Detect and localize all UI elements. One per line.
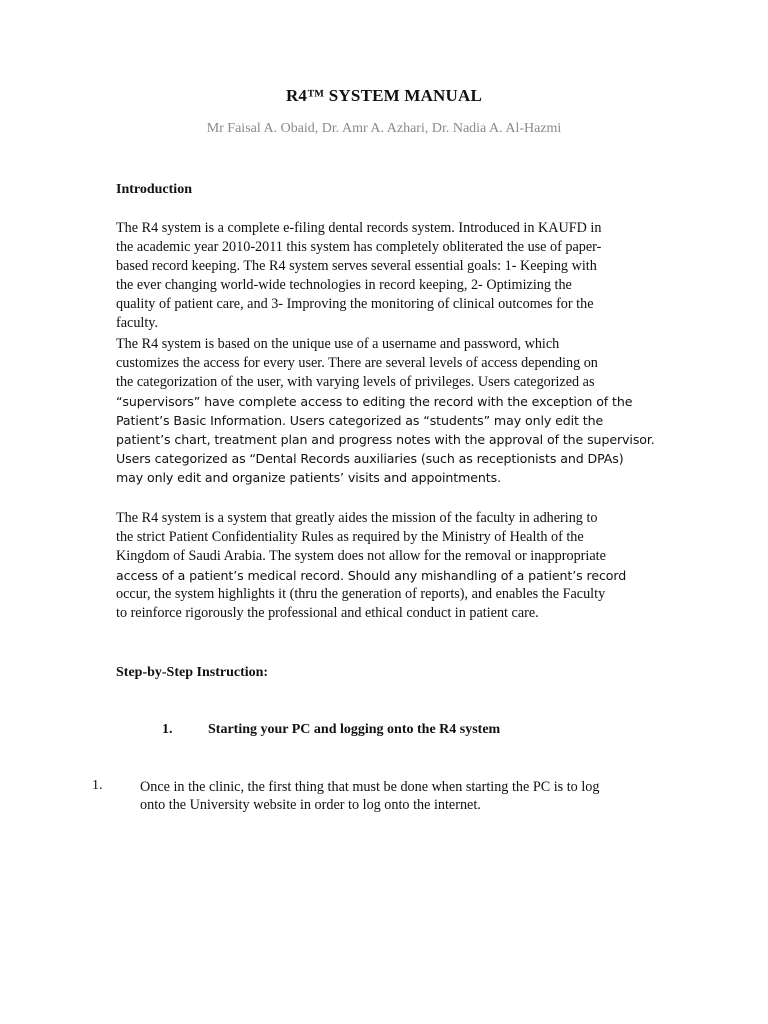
paragraph-line: “supervisors” have complete access to editing the record with the exception of the xyxy=(116,394,633,409)
paragraph-line: the ever changing world-wide technologies in record keeping, 2- Optimizing the xyxy=(116,277,572,293)
list-item-line: onto the University website in order to log onto the internet. xyxy=(140,797,481,813)
paragraph-line: Users categorized as “Dental Records auxiliaries (such as receptionists and DPAs) xyxy=(116,451,624,466)
paragraph-line: the strict Patient Confidentiality Rules as required by the Ministry of Health of the xyxy=(116,529,584,545)
paragraph-line: Patient’s Basic Information. Users categorized as “students” may only edit the xyxy=(116,413,604,428)
paragraph-line: The R4 system is a system that greatly aides the mission of the faculty in adhering to xyxy=(116,510,598,526)
list-item-number: 1. xyxy=(92,778,103,793)
paragraph-line: quality of patient care, and 3- Improving the monitoring of clinical outcomes for the xyxy=(116,296,594,312)
paragraph-line: The R4 system is based on the unique use of a username and password, which xyxy=(116,336,560,352)
introduction-heading: Introduction xyxy=(116,182,192,197)
paragraph-line: occur, the system highlights it (thru the generation of reports), and enables the Faculty xyxy=(116,586,606,602)
document-title: R4™ SYSTEM MANUAL xyxy=(285,86,483,105)
paragraph-line: faculty. xyxy=(116,315,159,331)
paragraph-line: may only edit and organize patients’ visits and appointments. xyxy=(116,470,502,485)
paragraph-line: based record keeping. The R4 system serves several essential goals: 1- Keeping with xyxy=(116,258,597,274)
document-authors: Mr Faisal A. Obaid, Dr. Amr A. Azhari, Dr. Nadia A. Al-Hazmi xyxy=(206,121,562,136)
section-number: 1. xyxy=(162,722,173,737)
paragraph-line: the academic year 2010-2011 this system has completely obliterated the use of paper- xyxy=(116,239,602,255)
paragraph-line: patient’s chart, treatment plan and progress notes with the approval of the supervisor. xyxy=(116,432,655,447)
paragraph-line: to reinforce rigorously the professional and ethical conduct in patient care. xyxy=(116,605,539,621)
list-item-text xyxy=(140,778,660,814)
paragraph-line: customizes the access for every user. There are several levels of access depending on xyxy=(116,355,598,371)
introduction-paragraph-3 xyxy=(116,509,656,623)
list-item-line: Once in the clinic, the first thing that must be done when starting the PC is to log xyxy=(140,779,600,795)
step-by-step-heading: Step-by-Step Instruction: xyxy=(116,665,269,680)
section-title: Starting your PC and logging onto the R4 system xyxy=(208,722,501,737)
paragraph-line: The R4 system is a complete e-filing dental records system. Introduced in KAUFD in xyxy=(116,220,602,236)
paragraph-line: access of a patient’s medical record. Should any mishandling of a patient’s record xyxy=(116,568,627,583)
paragraph-line: Kingdom of Saudi Arabia. The system does not allow for the removal or inappropriate xyxy=(116,548,606,564)
introduction-paragraph-2 xyxy=(116,335,656,487)
paragraph-line: the categorization of the user, with varying levels of privileges. Users categorized as xyxy=(116,374,595,390)
introduction-paragraph-1 xyxy=(116,219,656,333)
